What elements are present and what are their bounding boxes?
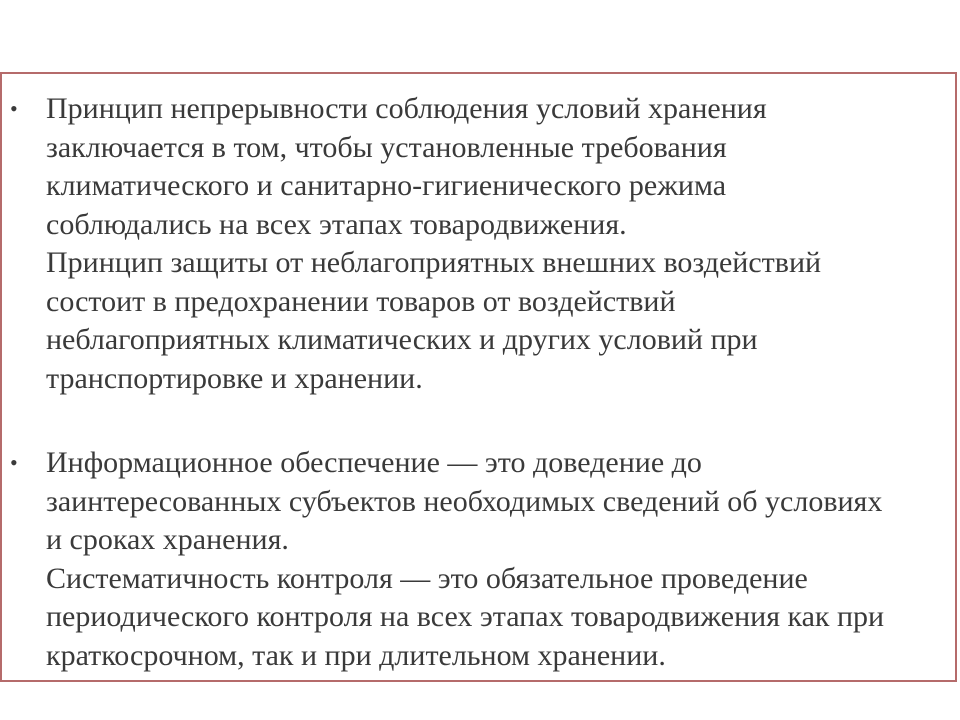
text-line: состоит в предохранении товаров от воздействий [46,284,676,318]
text-line: заинтересованных субъектов необходимых сведений об условиях [46,484,883,518]
bullet-text [46,90,946,398]
text-line: соблюдались на всех этапах товародвижения. [46,207,627,241]
text-line: заключается в том, чтобы установленные требования [46,130,727,164]
text-line: Принцип непрерывности соблюдения условий хранения [46,92,767,125]
text-line: Систематичность контроля — это обязательное проведение [46,561,808,595]
bullet-dot-icon: • [10,96,18,121]
bullet-text [46,444,946,675]
text-line: климатического и санитарно-гигиенического режима [46,169,727,202]
content-frame [0,72,957,682]
text-line: Информационное обеспечение — это доведение до [46,446,702,479]
text-line: и сроках хранения. [46,523,289,556]
text-line: Принцип защиты от неблагоприятных внешних воздействий [46,246,822,279]
text-line: неблагоприятных климатических и других условий при [46,323,758,356]
text-line: периодического контроля на всех этапах товародвижения как при [46,600,885,633]
text-line: краткосрочном, так и при длительном хранении. [46,638,666,672]
text-line: транспортировке и хранении. [46,361,423,395]
bullet-dot-icon: • [10,450,18,475]
